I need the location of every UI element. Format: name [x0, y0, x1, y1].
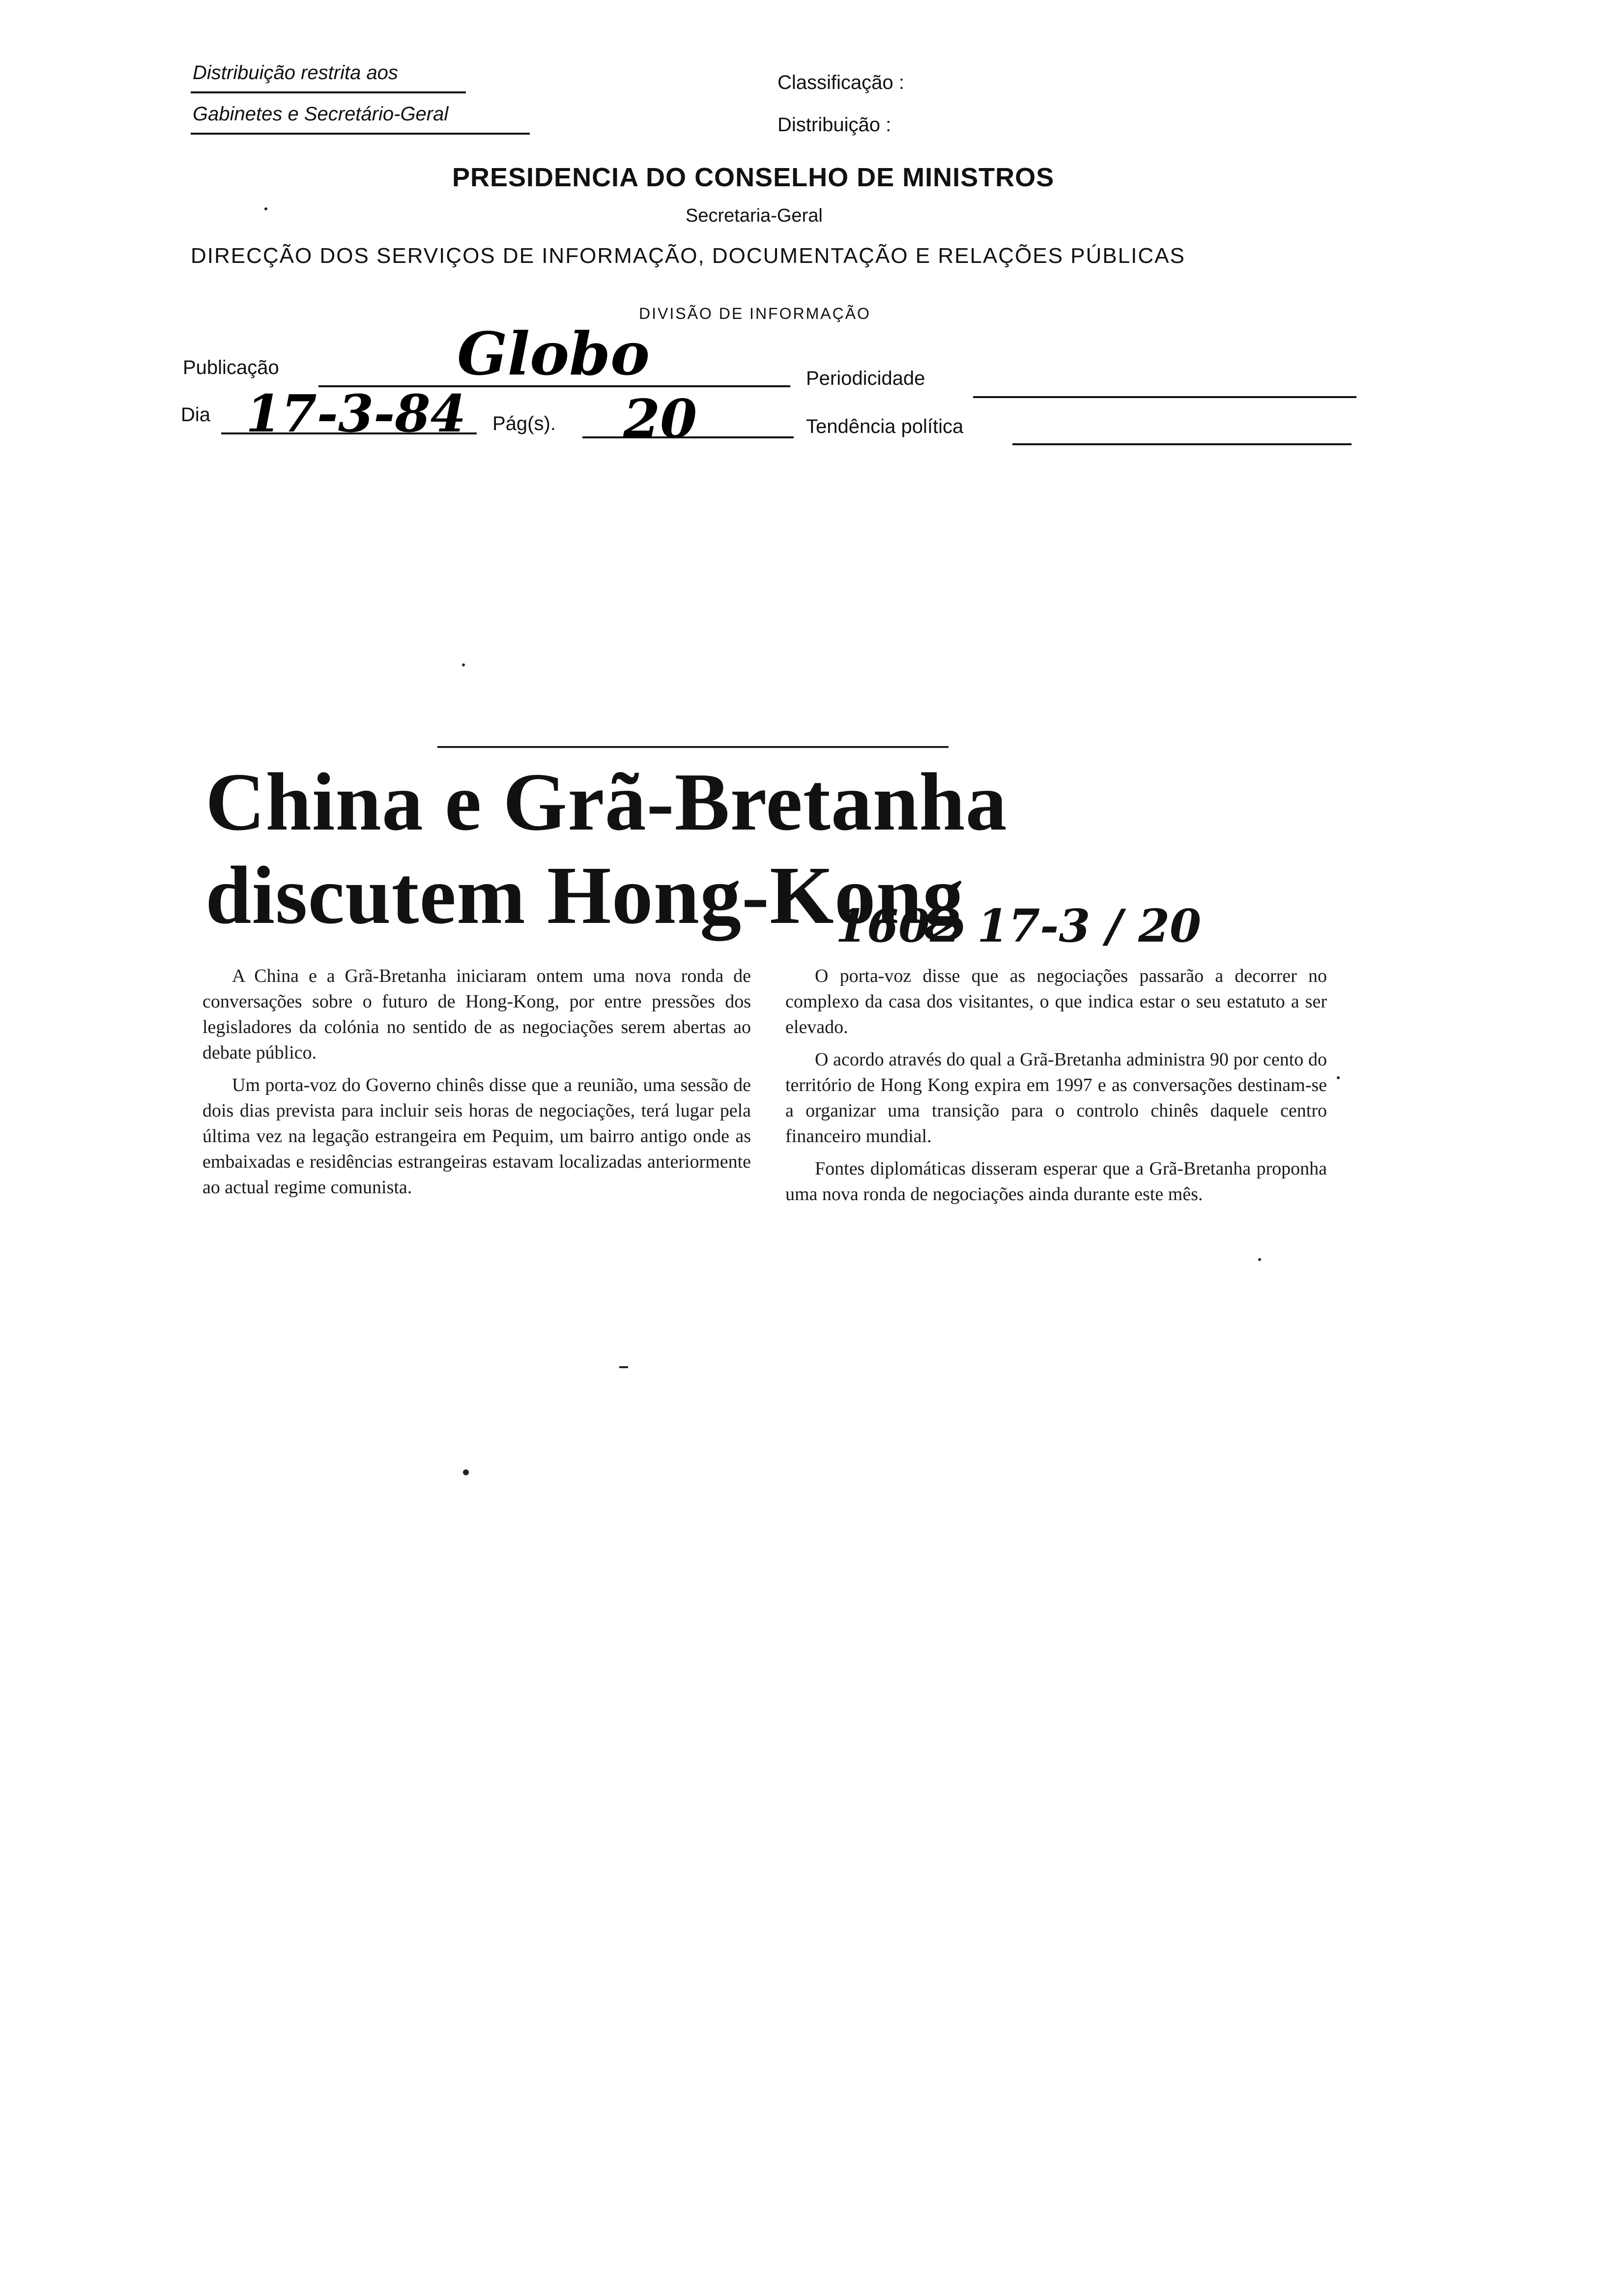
article-top-rule	[437, 746, 949, 748]
pags-handwritten-value: 20	[623, 388, 697, 450]
article-column-1	[202, 963, 751, 1207]
handwritten-reference: 1602 17-3 / 20	[835, 899, 1201, 952]
scan-speck	[463, 1469, 469, 1475]
direccao-heading: DIRECÇÃO DOS SERVIÇOS DE INFORMAÇÃO, DOCUMENTAÇÃO E RELAÇÕES PÚBLICAS	[191, 244, 1185, 268]
article-paragraph: Fontes diplomáticas disseram esperar que a Grã-Bretanha proponha uma nova ronda de negociações ainda durante este mês.	[785, 1158, 1327, 1205]
distribuicao-label: Distribuição :	[777, 114, 892, 136]
article-paragraph: A China e a Grã-Bretanha iniciaram ontem uma nova ronda de conversações sobre o futuro de Hong-Kong, por entre pressões dos legisladores da colónia no sentido de as negociações serem abertas ao debate público.	[202, 966, 751, 1063]
divisao-heading: DIVISÃO DE INFORMAÇÃO	[639, 305, 871, 322]
article-paragraph: O acordo através do qual a Grã-Bretanha administra 90 por cento do território de Hong Kong expira em 1997 e as conversações destinam-se a organizar uma transição para o controlo chinês daquele centro financeiro mundial.	[785, 1049, 1327, 1147]
scan-speck	[1258, 1258, 1261, 1261]
pags-label: Pág(s).	[492, 413, 556, 434]
article-column-2	[785, 963, 1327, 1214]
article-paragraph: Um porta-voz do Governo chinês disse que a reunião, uma sessão de dois dias prevista para incluir seis horas de negociações, terá lugar pela última vez na legação estrangeira em Pequim, um bairro antigo onde as embaixadas e residências estrangeiras estavam localizadas anteriormente ao actual regime comunista.	[202, 1075, 751, 1198]
periodicidade-label: Periodicidade	[806, 368, 925, 389]
periodicidade-line	[973, 396, 1356, 398]
scan-speck	[619, 1366, 628, 1368]
scan-speck	[1337, 1076, 1340, 1079]
underline	[191, 91, 466, 93]
publicacao-handwritten-value: Globo	[457, 319, 650, 389]
publicacao-label: Publicação	[183, 357, 279, 378]
article-paragraph: O porta-voz disse que as negociações passarão a decorrer no complexo da casa dos visitantes, o que indica estar o seu estatuto a ser elevado.	[785, 966, 1327, 1037]
distribution-restriction-line2: Gabinetes e Secretário-Geral	[193, 103, 449, 125]
dia-handwritten-value: 17-3-84	[246, 383, 466, 444]
underline	[191, 133, 530, 135]
classificacao-label: Classificação :	[777, 72, 904, 93]
scan-speck	[264, 207, 267, 210]
headline-line1: China e Grã-Bretanha	[205, 756, 1008, 848]
tendencia-line	[1012, 443, 1352, 445]
headline-line2: discutem Hong-Kong	[205, 850, 965, 941]
distribution-restriction-line1: Distribuição restrita aos	[193, 62, 398, 84]
tendencia-label: Tendência política	[806, 416, 964, 437]
dia-label: Dia	[181, 404, 211, 426]
scan-speck	[462, 663, 465, 666]
secretaria-geral: Secretaria-Geral	[686, 205, 823, 226]
presidencia-heading: PRESIDENCIA DO CONSELHO DE MINISTROS	[452, 163, 1055, 192]
